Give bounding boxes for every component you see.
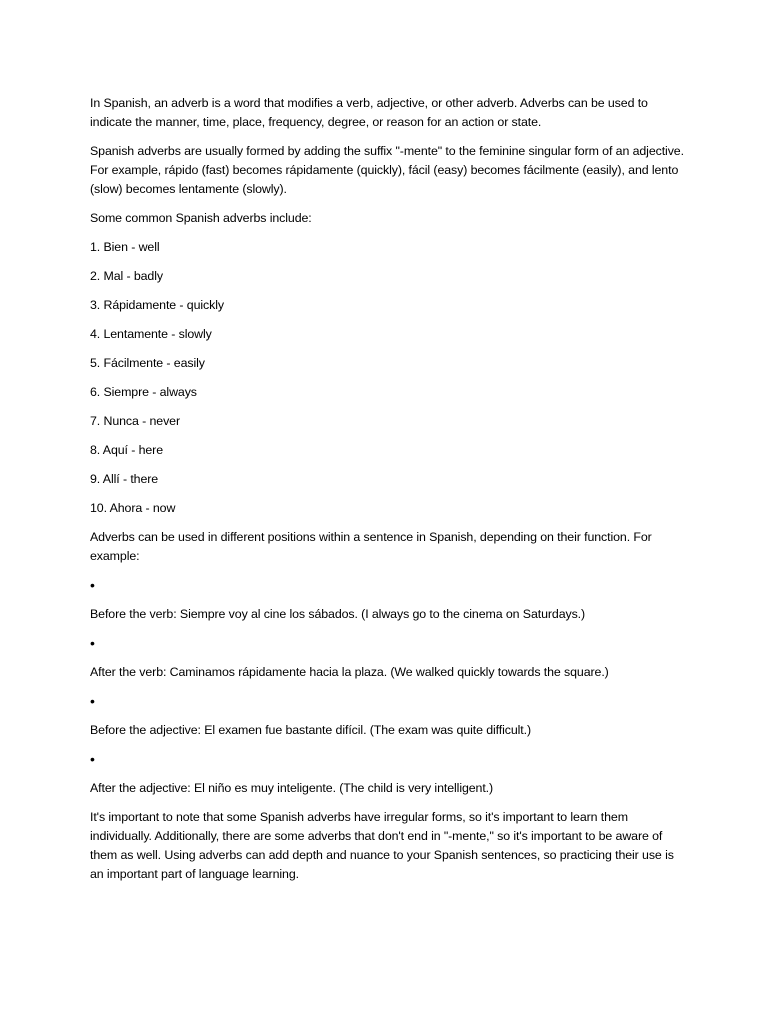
example-item: After the adjective: El niño es muy inteligente. (The child is very intelligent.) (90, 781, 494, 795)
example-item: After the verb: Caminamos rápidamente hacia la plaza. (We walked quickly towards the square.) (90, 665, 609, 679)
document-body (90, 94, 690, 894)
list-item: 2. Mal - badly (90, 269, 163, 283)
list-item: 1. Bien - well (90, 240, 160, 254)
bullet-icon: • (90, 693, 95, 709)
list-item: 6. Siempre - always (90, 385, 197, 399)
intro-paragraph: In Spanish, an adverb is a word that modifies a verb, adjective, or other adverb. Adverbs can be used to indicate the manner, time, place, frequency, degree, or reason for an action or state. (90, 96, 648, 129)
positions-intro-paragraph: Adverbs can be used in different positions within a sentence in Spanish, depending on their function. For example: (90, 530, 652, 563)
bullet-icon: • (90, 635, 95, 651)
formation-paragraph: Spanish adverbs are usually formed by adding the suffix "-mente" to the feminine singular form of an adjective. For example, rápido (fast) becomes rápidamente (quickly), fácil (easy) becomes fácilmente (easily), and lento (slow) becomes lentamente (slowly). (90, 144, 684, 196)
list-item: 4. Lentamente - slowly (90, 327, 212, 341)
list-item: 7. Nunca - never (90, 414, 180, 428)
list-item: 9. Allí - there (90, 472, 159, 486)
common-adverbs-list (90, 238, 690, 518)
list-item: 10. Ahora - now (90, 501, 176, 515)
examples-list (90, 576, 690, 798)
bullet-icon: • (90, 577, 95, 593)
bullet-icon: • (90, 751, 95, 767)
example-item: Before the verb: Siempre voy al cine los sábados. (I always go to the cinema on Saturdays.) (90, 607, 586, 621)
example-item: Before the adjective: El examen fue bastante difícil. (The exam was quite difficult.) (90, 723, 532, 737)
list-item: 5. Fácilmente - easily (90, 356, 205, 370)
conclusion-paragraph: It's important to note that some Spanish adverbs have irregular forms, so it's important to learn them individually. Additionally, there are some adverbs that don't end in "-mente," so it's important to be aware of them as well. Using adverbs can add depth and nuance to your Spanish sentences, so practicing their use is an important part of language learning. (90, 810, 674, 881)
list-item: 8. Aquí - here (90, 443, 163, 457)
common-adverbs-intro: Some common Spanish adverbs include: (90, 211, 312, 225)
list-item: 3. Rápidamente - quickly (90, 298, 224, 312)
